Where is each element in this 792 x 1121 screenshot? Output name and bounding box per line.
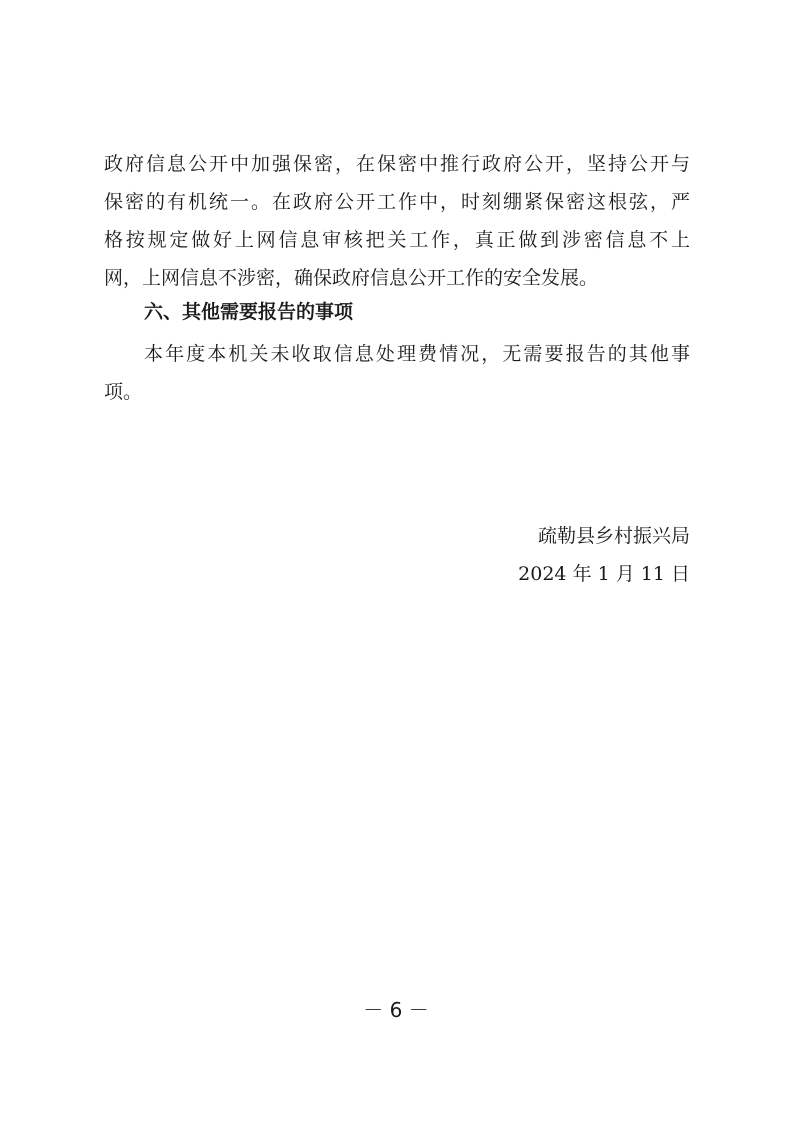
section-heading: 六、其他需要报告的事项: [144, 301, 354, 323]
page-number: － 6 －: [363, 998, 429, 1022]
paragraph-line: 格按规定做好上网信息审核把关工作，真正做到涉密信息不上: [104, 229, 690, 251]
paragraph-line: 保密的有机统一。在政府公开工作中，时刻绷紧保密这根弦，严: [104, 191, 690, 213]
signature-organization: 疏勒县乡村振兴局: [537, 525, 690, 547]
paragraph-line: 本年度本机关未收取信息处理费情况，无需要报告的其他事: [144, 343, 690, 365]
paragraph-line: 项。: [104, 381, 143, 403]
paragraph-line: 网，上网信息不涉密，确保政府信息公开工作的安全发展。: [104, 267, 599, 289]
paragraph-line: 政府信息公开中加强保密，在保密中推行政府公开，坚持公开与: [104, 153, 690, 175]
signature-date: 2024 年 1 月 11 日: [518, 563, 690, 585]
